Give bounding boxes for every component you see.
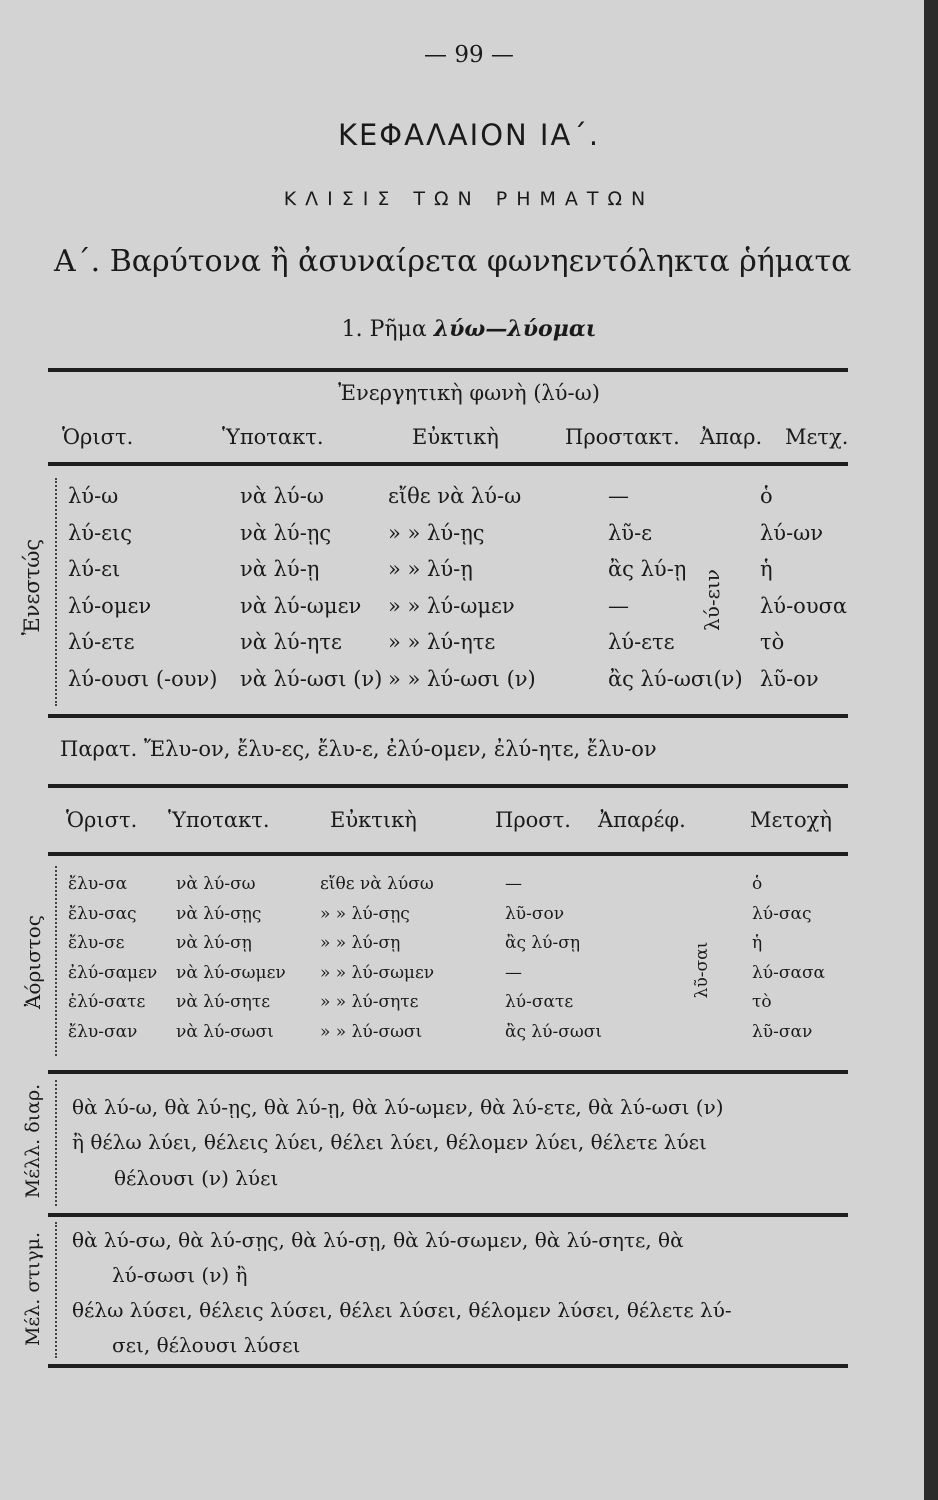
- present-cell-participle: ἡ: [760, 557, 773, 581]
- verb-line-verb: λύω—λύομαι: [433, 316, 597, 342]
- future-continuous-line: θὰ λύ-ω, θὰ λύ-ῃς, θὰ λύ-ῃ, θὰ λύ-ωμεν, θὰ λύ-ετε, θὰ λύ-ωσι (ν): [72, 1095, 724, 1119]
- aorist-cell-participle: τὸ: [752, 992, 772, 1012]
- future-simple-line: σει, θέλουσι λύσει: [112, 1333, 301, 1357]
- present-cell-optative: εἴθε νὰ λύ-ω: [388, 484, 522, 508]
- present-cell-subjunctive: νὰ λύ-ῃ: [240, 557, 320, 581]
- column-separator: [55, 478, 57, 706]
- present-cell-imperative: —: [608, 484, 629, 508]
- present-cell-optative: » » λύ-ητε: [388, 630, 496, 654]
- rule: [48, 714, 848, 718]
- aorist-cell-imperative: —: [505, 874, 522, 894]
- present-cell-subjunctive: νὰ λύ-ῃς: [240, 520, 332, 545]
- aorist-header-imperative: Προστ.: [495, 808, 571, 832]
- chapter-title: ΚΕΦΑΛΑΙΟΝ ΙΑ΄.: [337, 118, 601, 152]
- present-cell-participle: λύ-ων: [760, 520, 824, 545]
- rule: [48, 368, 848, 372]
- aorist-cell-indicative: ἔλυ-σαν: [68, 1021, 138, 1042]
- aorist-cell-subjunctive: νὰ λύ-σῃς: [176, 903, 262, 924]
- present-cell-participle: ὁ: [760, 484, 773, 508]
- aorist-header-participle: Μετοχὴ: [750, 808, 832, 832]
- page-edge-shadow: [924, 0, 938, 1500]
- present-header-indicative: Ὁριστ.: [62, 425, 134, 449]
- present-cell-subjunctive: νὰ λύ-ω: [240, 484, 324, 508]
- column-separator: [55, 1080, 57, 1206]
- present-header-subjunctive: Ὑποτακτ.: [222, 425, 324, 449]
- aorist-cell-participle: ὁ: [752, 874, 763, 894]
- aorist-cell-imperative: λῦ-σον: [505, 903, 565, 924]
- column-separator: [55, 866, 57, 1056]
- aorist-cell-indicative: ἔλυ-σε: [68, 933, 125, 953]
- aorist-side-label: Ἀόριστος: [21, 914, 45, 1010]
- aorist-cell-indicative: ἐλύ-σατε: [68, 992, 146, 1012]
- future-simple-line: θὰ λύ-σω, θὰ λύ-σῃς, θὰ λύ-σῃ, θὰ λύ-σωμεν, θὰ λύ-σητε, θὰ: [72, 1228, 684, 1252]
- aorist-cell-imperative: —: [505, 962, 522, 983]
- present-header-optative: Εὐκτικὴ: [412, 425, 499, 449]
- present-cell-indicative: λύ-ω: [68, 484, 119, 508]
- future-continuous-line: θέλουσι (ν) λύει: [114, 1166, 279, 1190]
- aorist-cell-optative: » » λύ-σητε: [320, 992, 419, 1012]
- present-cell-optative: » » λύ-ωσι (ν): [388, 666, 536, 691]
- aorist-cell-participle: λῦ-σαν: [752, 1021, 813, 1042]
- aorist-cell-participle: ἡ: [752, 933, 763, 953]
- rule: [48, 1364, 848, 1368]
- aorist-cell-indicative: ἔλυ-σα: [68, 874, 128, 894]
- present-cell-optative: » » λύ-ῃς: [388, 520, 485, 545]
- present-cell-indicative: λύ-ετε: [68, 630, 135, 654]
- present-cell-indicative: λύ-ει: [68, 557, 121, 581]
- present-cell-subjunctive: νὰ λύ-ωμεν: [240, 593, 362, 618]
- present-cell-imperative: —: [608, 593, 629, 618]
- column-separator: [55, 1222, 57, 1358]
- present-cell-imperative: λῦ-ε: [608, 520, 653, 545]
- verb-line-prefix: 1. Ρῆμα: [341, 317, 427, 342]
- aorist-cell-optative: » » λύ-σωσι: [320, 1021, 423, 1042]
- aorist-header-indicative: Ὁριστ.: [66, 808, 138, 832]
- aorist-header-optative: Εὐκτικὴ: [330, 808, 417, 832]
- aorist-cell-subjunctive: νὰ λύ-σωμεν: [176, 962, 286, 983]
- present-cell-imperative: ἂς λύ-ῃ: [608, 557, 687, 581]
- present-infinitive: λύ-ειν: [700, 569, 724, 631]
- present-cell-imperative: ἂς λύ-ωσι(ν): [608, 666, 743, 691]
- present-cell-indicative: λύ-ουσι (-ουν): [68, 666, 218, 691]
- aorist-cell-participle: λύ-σασα: [752, 962, 826, 983]
- subtitle: ΚΛΙΣΙΣ ΤΩΝ ΡΗΜΑΤΩΝ: [283, 188, 655, 210]
- voice-title: Ἐνεργητικὴ φωνὴ (λύ-ω): [338, 381, 600, 405]
- future-simple-line: θέλω λύσει, θέλεις λύσει, θέλει λύσει, θέλομεν λύσει, θέλετε λύ-: [72, 1298, 732, 1322]
- present-cell-subjunctive: νὰ λύ-ητε: [240, 630, 342, 654]
- aorist-cell-optative: » » λύ-σωμεν: [320, 962, 435, 983]
- aorist-cell-subjunctive: νὰ λύ-σῃ: [176, 933, 252, 953]
- rule: [48, 852, 848, 856]
- aorist-cell-subjunctive: νὰ λύ-σητε: [176, 992, 271, 1012]
- present-cell-imperative: λύ-ετε: [608, 630, 675, 654]
- present-cell-participle: λύ-ουσα: [760, 593, 848, 618]
- present-cell-participle: τὸ: [760, 630, 785, 654]
- aorist-header-subjunctive: Ὑποτακτ.: [168, 808, 270, 832]
- verb-line: [0, 316, 938, 342]
- future-continuous-line: ἢ θέλω λύει, θέλεις λύει, θέλει λύει, θέλομεν λύει, θέλετε λύει: [72, 1130, 707, 1154]
- future-simple-line: λύ-σωσι (ν) ἢ: [112, 1263, 248, 1287]
- present-cell-participle: λῦ-ον: [760, 666, 819, 691]
- present-cell-indicative: λύ-εις: [68, 520, 133, 545]
- imperfect-line: Παρατ. Ἔλυ-ον, ἔλυ-ες, ἔλυ-ε, ἐλύ-ομεν, ἐλύ-ητε, ἔλυ-ον: [60, 737, 657, 761]
- aorist-cell-optative: εἴθε νὰ λύσω: [320, 874, 434, 894]
- present-cell-subjunctive: νὰ λύ-ωσι (ν): [240, 666, 383, 691]
- aorist-header-infinitive: Ἀπαρέφ.: [598, 808, 686, 832]
- present-header-imperative: Προστακτ.: [565, 425, 680, 449]
- present-cell-optative: » » λύ-ωμεν: [388, 593, 515, 618]
- present-header-participle: Μετχ.: [785, 425, 849, 449]
- aorist-cell-subjunctive: νὰ λύ-σωσι: [176, 1021, 274, 1042]
- present-cell-optative: » » λύ-ῃ: [388, 557, 473, 581]
- aorist-cell-indicative: ἔλυ-σας: [68, 903, 137, 924]
- aorist-cell-participle: λύ-σας: [752, 903, 812, 924]
- rule: [48, 1070, 848, 1074]
- aorist-cell-optative: » » λύ-σῃ: [320, 933, 401, 953]
- section-heading: Α΄. Βαρύτονα ἢ ἀσυναίρετα φωνηεντόληκτα ῥήματα: [54, 244, 852, 279]
- rule: [48, 1213, 848, 1217]
- aorist-cell-subjunctive: νὰ λύ-σω: [176, 874, 256, 894]
- future-continuous-side-label: Μέλλ. διαρ.: [22, 1083, 44, 1199]
- aorist-cell-imperative: ἂς λύ-σῃ: [505, 933, 581, 953]
- future-simple-side-label: Μέλ. στιγμ.: [22, 1231, 44, 1347]
- aorist-infinitive: λῦ-σαι: [692, 941, 712, 999]
- rule: [48, 784, 848, 788]
- rule: [48, 462, 848, 466]
- aorist-cell-imperative: ἂς λύ-σωσι: [505, 1021, 602, 1042]
- present-header-infinitive: Ἀπαρ.: [700, 425, 763, 449]
- page-number: — 99 —: [424, 42, 514, 68]
- aorist-cell-indicative: ἐλύ-σαμεν: [68, 962, 158, 983]
- present-side-label: Ἐνεστώς: [20, 538, 44, 636]
- aorist-cell-optative: » » λύ-σῃς: [320, 903, 410, 924]
- aorist-cell-imperative: λύ-σατε: [505, 992, 574, 1012]
- present-cell-indicative: λύ-ομεν: [68, 593, 152, 618]
